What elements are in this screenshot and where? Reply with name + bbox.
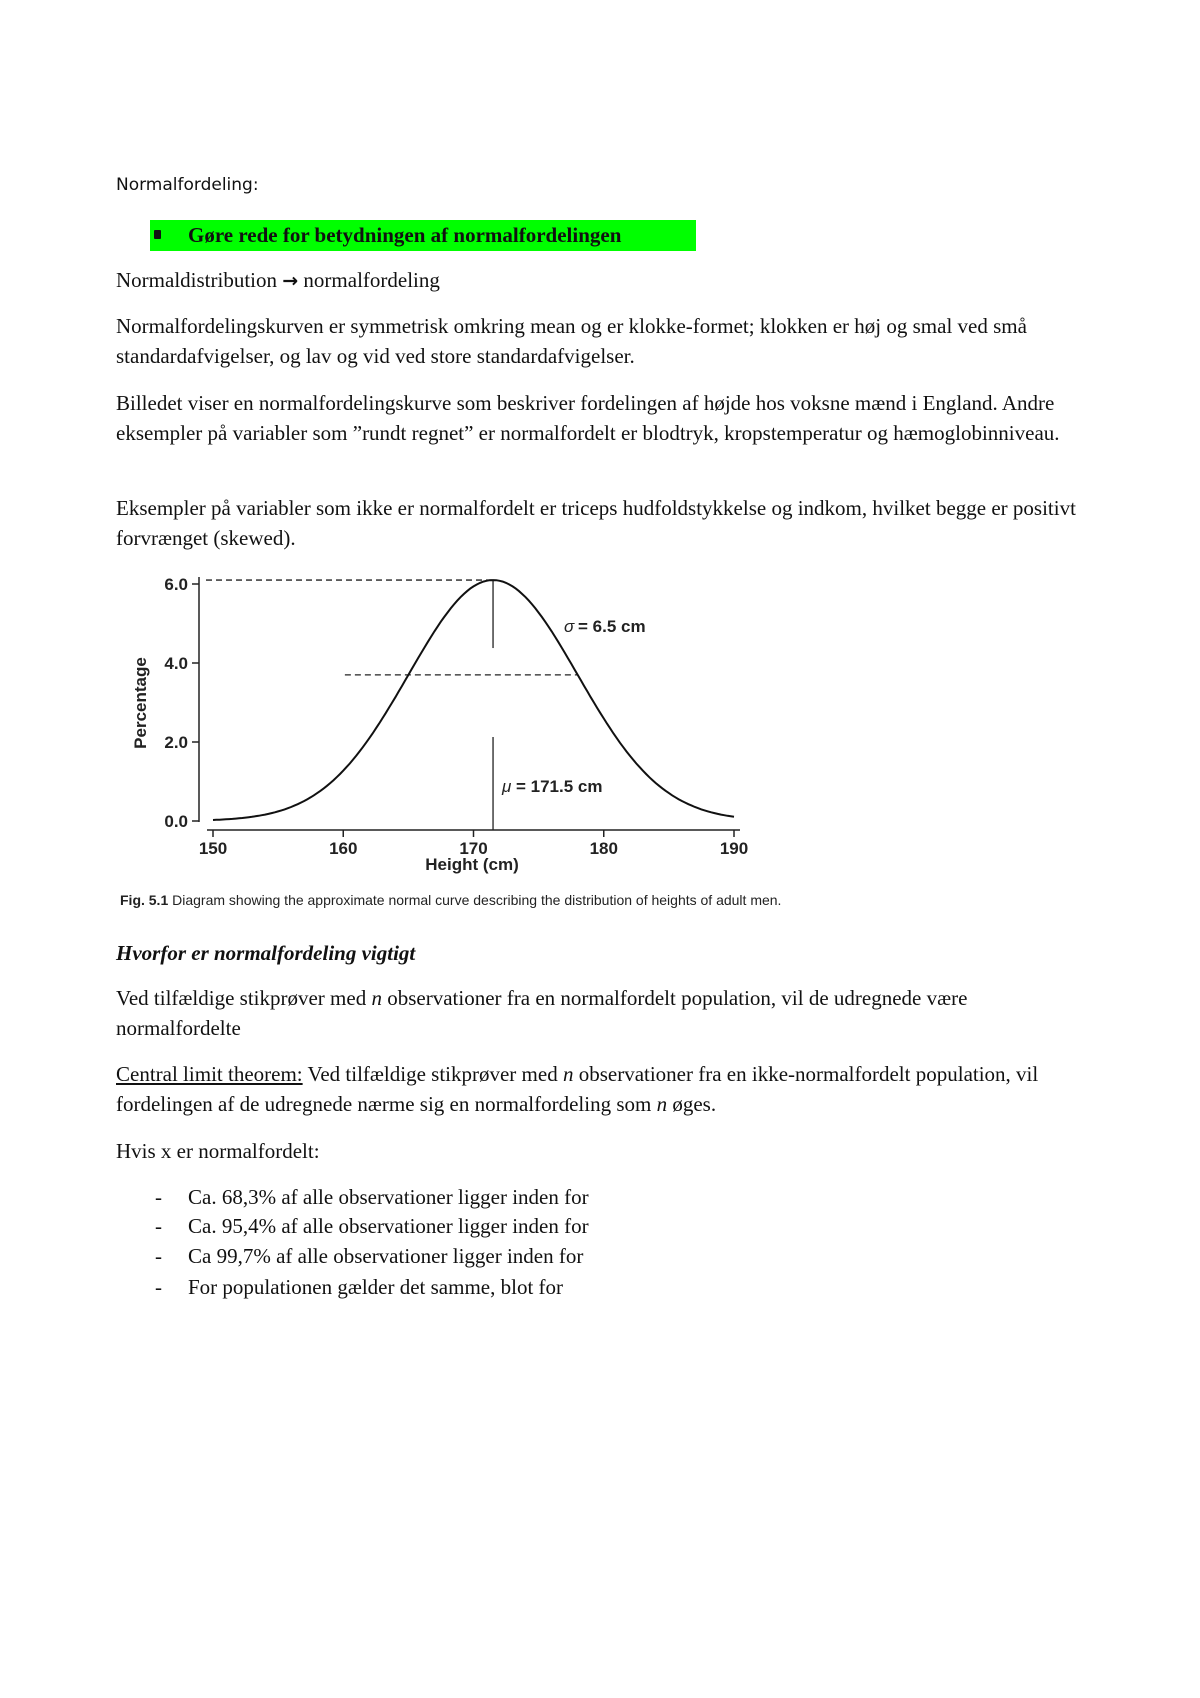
p4-b: observationer fra en normalfordelt population, vil de udregnede være normalfordelte <box>116 986 968 1040</box>
list-dash: - <box>155 1214 162 1238</box>
y-axis-label: Percentage <box>131 657 150 749</box>
list-text: Ca. 95,4% af alle observationer ligger inden for <box>188 1214 589 1238</box>
x-tick-label: 170 <box>459 839 488 858</box>
x-tick-label: 180 <box>589 839 618 858</box>
x-tick-label: 160 <box>329 839 358 858</box>
normal-curve-chart <box>116 565 776 890</box>
y-tick-label: 6.0 <box>164 575 188 594</box>
list-dash: - <box>155 1185 162 1209</box>
x-tick-label: 150 <box>198 839 228 858</box>
distribution-line <box>116 265 1096 296</box>
p5-n2: n <box>656 1092 668 1116</box>
section-heading: Hvorfor er normalfordeling vigtigt <box>116 941 416 965</box>
p4-n: n <box>371 986 382 1010</box>
term-left: Normaldistribution <box>116 268 277 292</box>
normal-curve <box>213 580 734 820</box>
list-dash: - <box>155 1244 162 1268</box>
page-heading: Normalfordeling: <box>116 175 259 195</box>
p5-n: n <box>562 1062 574 1086</box>
caption-text: Diagram showing the approximate normal curve describing the distribution of heights of adult men. <box>172 892 782 908</box>
list-dash: - <box>155 1275 162 1299</box>
x-axis-label: Height (cm) <box>425 855 519 874</box>
mu-label: = 171.5 cm <box>516 777 603 796</box>
paragraph-sampling <box>116 983 1096 1043</box>
x-tick-label: 190 <box>719 839 749 858</box>
paragraph-example: Billedet viser en normalfordelingskurve som beskriver fordelingen af højde hos voksne mænd i England. Andre eksempler på variabler som ”rundt regnet” er normalfordelt er blodtryk, kropstemperatur og hæmoglobinniveau. <box>116 391 1060 445</box>
list-text: Ca. 68,3% af alle observationer ligger inden for <box>188 1185 589 1209</box>
p5-c: øges. <box>667 1092 717 1116</box>
mu-symbol: μ <box>502 777 512 796</box>
list-text: For populationen gælder det samme, blot for <box>188 1275 564 1299</box>
p5-b: observationer fra en ikke-normalfordelt population, vil fordelingen af de udregnede nærme sig en normalfordeling som <box>116 1062 1039 1116</box>
term-right: normalfordeling <box>303 268 440 292</box>
y-tick-label: 4.0 <box>164 654 188 673</box>
paragraph-clt <box>116 1059 1096 1119</box>
sigma-label: = 6.5 cm <box>578 617 646 636</box>
paragraph-if-normal: Hvis x er normalfordelt: <box>116 1139 320 1163</box>
clt-term: Central limit theorem: <box>116 1062 303 1086</box>
caption-label: Fig. 5.1 <box>120 892 169 908</box>
sigma-symbol: σ <box>564 617 575 636</box>
bullet-icon <box>154 230 161 239</box>
figure-caption <box>120 892 781 908</box>
paragraph-symmetry: Normalfordelingskurven er symmetrisk omkring mean og er klokke-formet; klokken er høj og smal ved små standardafvigelser, og lav og vid ved store standardafvigelser. <box>116 314 1027 368</box>
p4-a: Ved tilfældige stikprøver med <box>116 986 372 1010</box>
list-text: Ca 99,7% af alle observationer ligger inden for <box>188 1244 584 1268</box>
y-tick-label: 0.0 <box>164 812 188 831</box>
y-tick-label: 2.0 <box>164 733 188 752</box>
bullet-text: Gøre rede for betydningen af normalfordelingen <box>188 223 622 247</box>
p5-a: Ved tilfældige stikprøver med <box>302 1062 563 1086</box>
arrow-right-icon: → <box>282 270 299 292</box>
highlighted-bullet <box>150 220 696 251</box>
paragraph-non-normal: Eksempler på variabler som ikke er normalfordelt er triceps hudfoldstykkelse og indkom, hvilket begge er positivt forvrænget (skewed). <box>116 496 1076 550</box>
